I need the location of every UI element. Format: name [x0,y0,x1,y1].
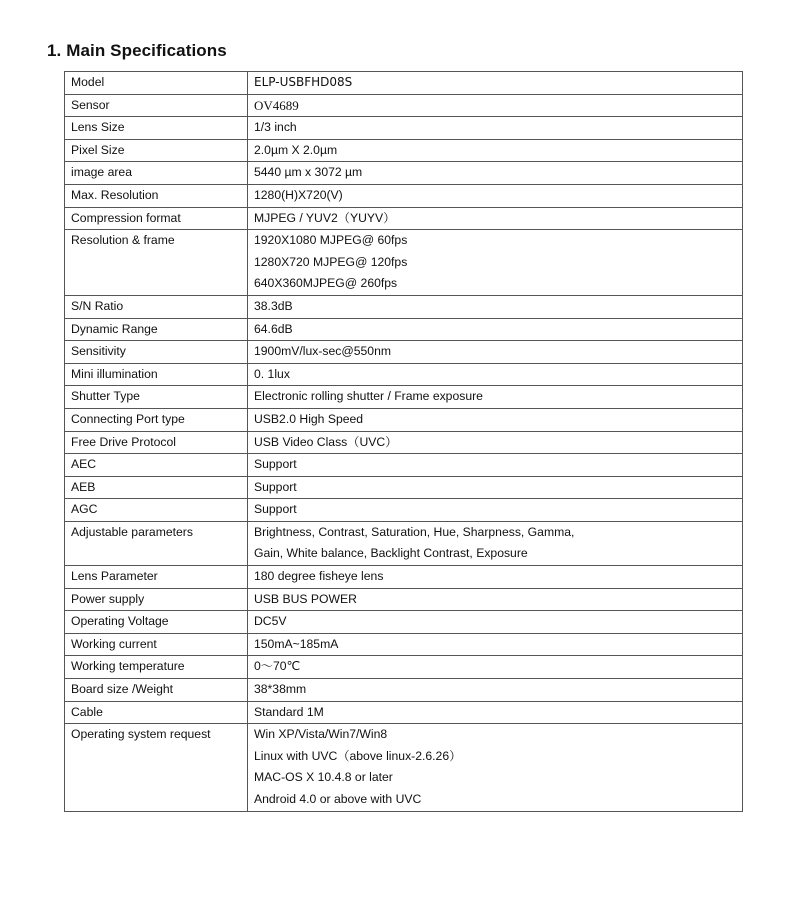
spec-value-cell [248,162,743,185]
spec-label: Max. Resolution [65,184,248,207]
spec-row [65,588,743,611]
spec-row [65,566,743,589]
specifications-table-body [65,72,743,812]
spec-value-line: Support [254,479,297,494]
spec-label: Operating system request [65,724,248,811]
spec-row [65,633,743,656]
spec-label: Lens Size [65,117,248,140]
spec-label: Connecting Port type [65,408,248,431]
spec-value-cell [248,363,743,386]
spec-value-cell [248,408,743,431]
section-title: 1. Main Specifications [47,41,227,60]
spec-label: Operating Voltage [65,611,248,634]
spec-row [65,295,743,318]
spec-value-line: 38*38mm [254,682,307,697]
spec-value-line: 1920X1080 MJPEG@ 60fps [254,233,408,248]
spec-row [65,117,743,140]
spec-value-line: 1280X720 MJPEG@ 120fps [254,254,408,269]
spec-row [65,341,743,364]
spec-value-line: 64.6dB [254,321,293,336]
spec-row [65,72,743,95]
spec-value-line: 1/3 inch [254,120,297,135]
spec-value-line: Support [254,502,297,517]
spec-label: image area [65,162,248,185]
spec-value-line: 0. 1lux [254,366,290,381]
spec-value-cell [248,117,743,140]
spec-value-cell [248,679,743,702]
spec-row [65,162,743,185]
spec-value-cell [248,431,743,454]
spec-label: Working current [65,633,248,656]
spec-value-cell [248,318,743,341]
spec-value-cell [248,701,743,724]
spec-value-line: OV4689 [254,97,299,113]
spec-label: Pixel Size [65,139,248,162]
spec-row [65,611,743,634]
spec-row [65,431,743,454]
spec-value-cell [248,184,743,207]
spec-row [65,408,743,431]
spec-label: AGC [65,499,248,522]
spec-value-cell [248,588,743,611]
spec-value-line: MAC-OS X 10.4.8 or later [254,770,393,785]
spec-value-cell [248,230,743,296]
spec-label: AEB [65,476,248,499]
spec-value-line: Support [254,457,297,472]
spec-label: Cable [65,701,248,724]
spec-value-line: ELP-USBFHD08S [254,75,353,89]
spec-value-cell [248,72,743,95]
spec-value-cell [248,386,743,409]
spec-row [65,656,743,679]
spec-label: Shutter Type [65,386,248,409]
spec-value-line: 38.3dB [254,298,293,313]
spec-row [65,454,743,477]
spec-value-cell [248,341,743,364]
spec-row [65,139,743,162]
spec-value-line: 5440 µm x 3072 µm [254,165,363,180]
spec-label: Board size /Weight [65,679,248,702]
spec-label: Compression format [65,207,248,230]
spec-row [65,207,743,230]
specifications-table [64,71,743,812]
spec-row [65,679,743,702]
spec-value-cell [248,499,743,522]
spec-label: Mini illumination [65,363,248,386]
spec-row [65,499,743,522]
spec-value-line: Linux with UVC（above linux-2.6.26） [254,748,462,763]
spec-row [65,94,743,117]
spec-value-line: 0～70℃ [254,659,301,674]
spec-value-line: Android 4.0 or above with UVC [254,792,422,806]
spec-value-line: 2.0µm X 2.0µm [254,142,338,157]
spec-value-cell [248,656,743,679]
spec-label: AEC [65,454,248,477]
spec-value-cell [248,139,743,162]
spec-value-line: 640X360MJPEG@ 260fps [254,276,398,291]
spec-row [65,363,743,386]
spec-value-line: USB2.0 High Speed [254,411,364,426]
spec-label: Adjustable parameters [65,521,248,565]
spec-value-line: 1900mV/lux-sec@550nm [254,344,392,359]
spec-label: Sensor [65,94,248,117]
spec-label: Resolution & frame [65,230,248,296]
spec-value-line: USB Video Class（UVC） [254,434,398,449]
spec-value-cell [248,454,743,477]
spec-value-line: 1280(H)X720(V) [254,187,343,202]
spec-label: Power supply [65,588,248,611]
spec-row [65,701,743,724]
spec-value-line: MJPEG / YUV2（YUYV） [254,210,396,225]
spec-value-cell [248,633,743,656]
spec-label: S/N Ratio [65,295,248,318]
spec-value-cell [248,207,743,230]
spec-value-line: Electronic rolling shutter / Frame exposure [254,389,483,404]
spec-value-line: 180 degree fisheye lens [254,569,384,584]
spec-value-line: USB BUS POWER [254,591,357,606]
spec-label: Dynamic Range [65,318,248,341]
spec-value-line: Standard 1M [254,704,324,719]
spec-label: Lens Parameter [65,566,248,589]
spec-label: Model [65,72,248,95]
spec-value-cell [248,521,743,565]
spec-row [65,318,743,341]
spec-value-cell [248,476,743,499]
spec-row [65,724,743,811]
spec-row [65,230,743,296]
spec-value-cell [248,94,743,117]
spec-row [65,386,743,409]
spec-label: Sensitivity [65,341,248,364]
spec-value-cell [248,724,743,811]
spec-row [65,521,743,565]
spec-value-line: DC5V [254,614,287,629]
spec-label: Working temperature [65,656,248,679]
spec-value-line: 150mA~185mA [254,636,339,651]
spec-value-cell [248,566,743,589]
spec-value-cell [248,295,743,318]
spec-value-line: Gain, White balance, Backlight Contrast, Exposure [254,546,528,561]
spec-value-line: Win XP/Vista/Win7/Win8 [254,727,388,742]
spec-row [65,184,743,207]
spec-row [65,476,743,499]
spec-value-line: Brightness, Contrast, Saturation, Hue, Sharpness, Gamma, [254,524,575,539]
spec-label: Free Drive Protocol [65,431,248,454]
spec-value-cell [248,611,743,634]
